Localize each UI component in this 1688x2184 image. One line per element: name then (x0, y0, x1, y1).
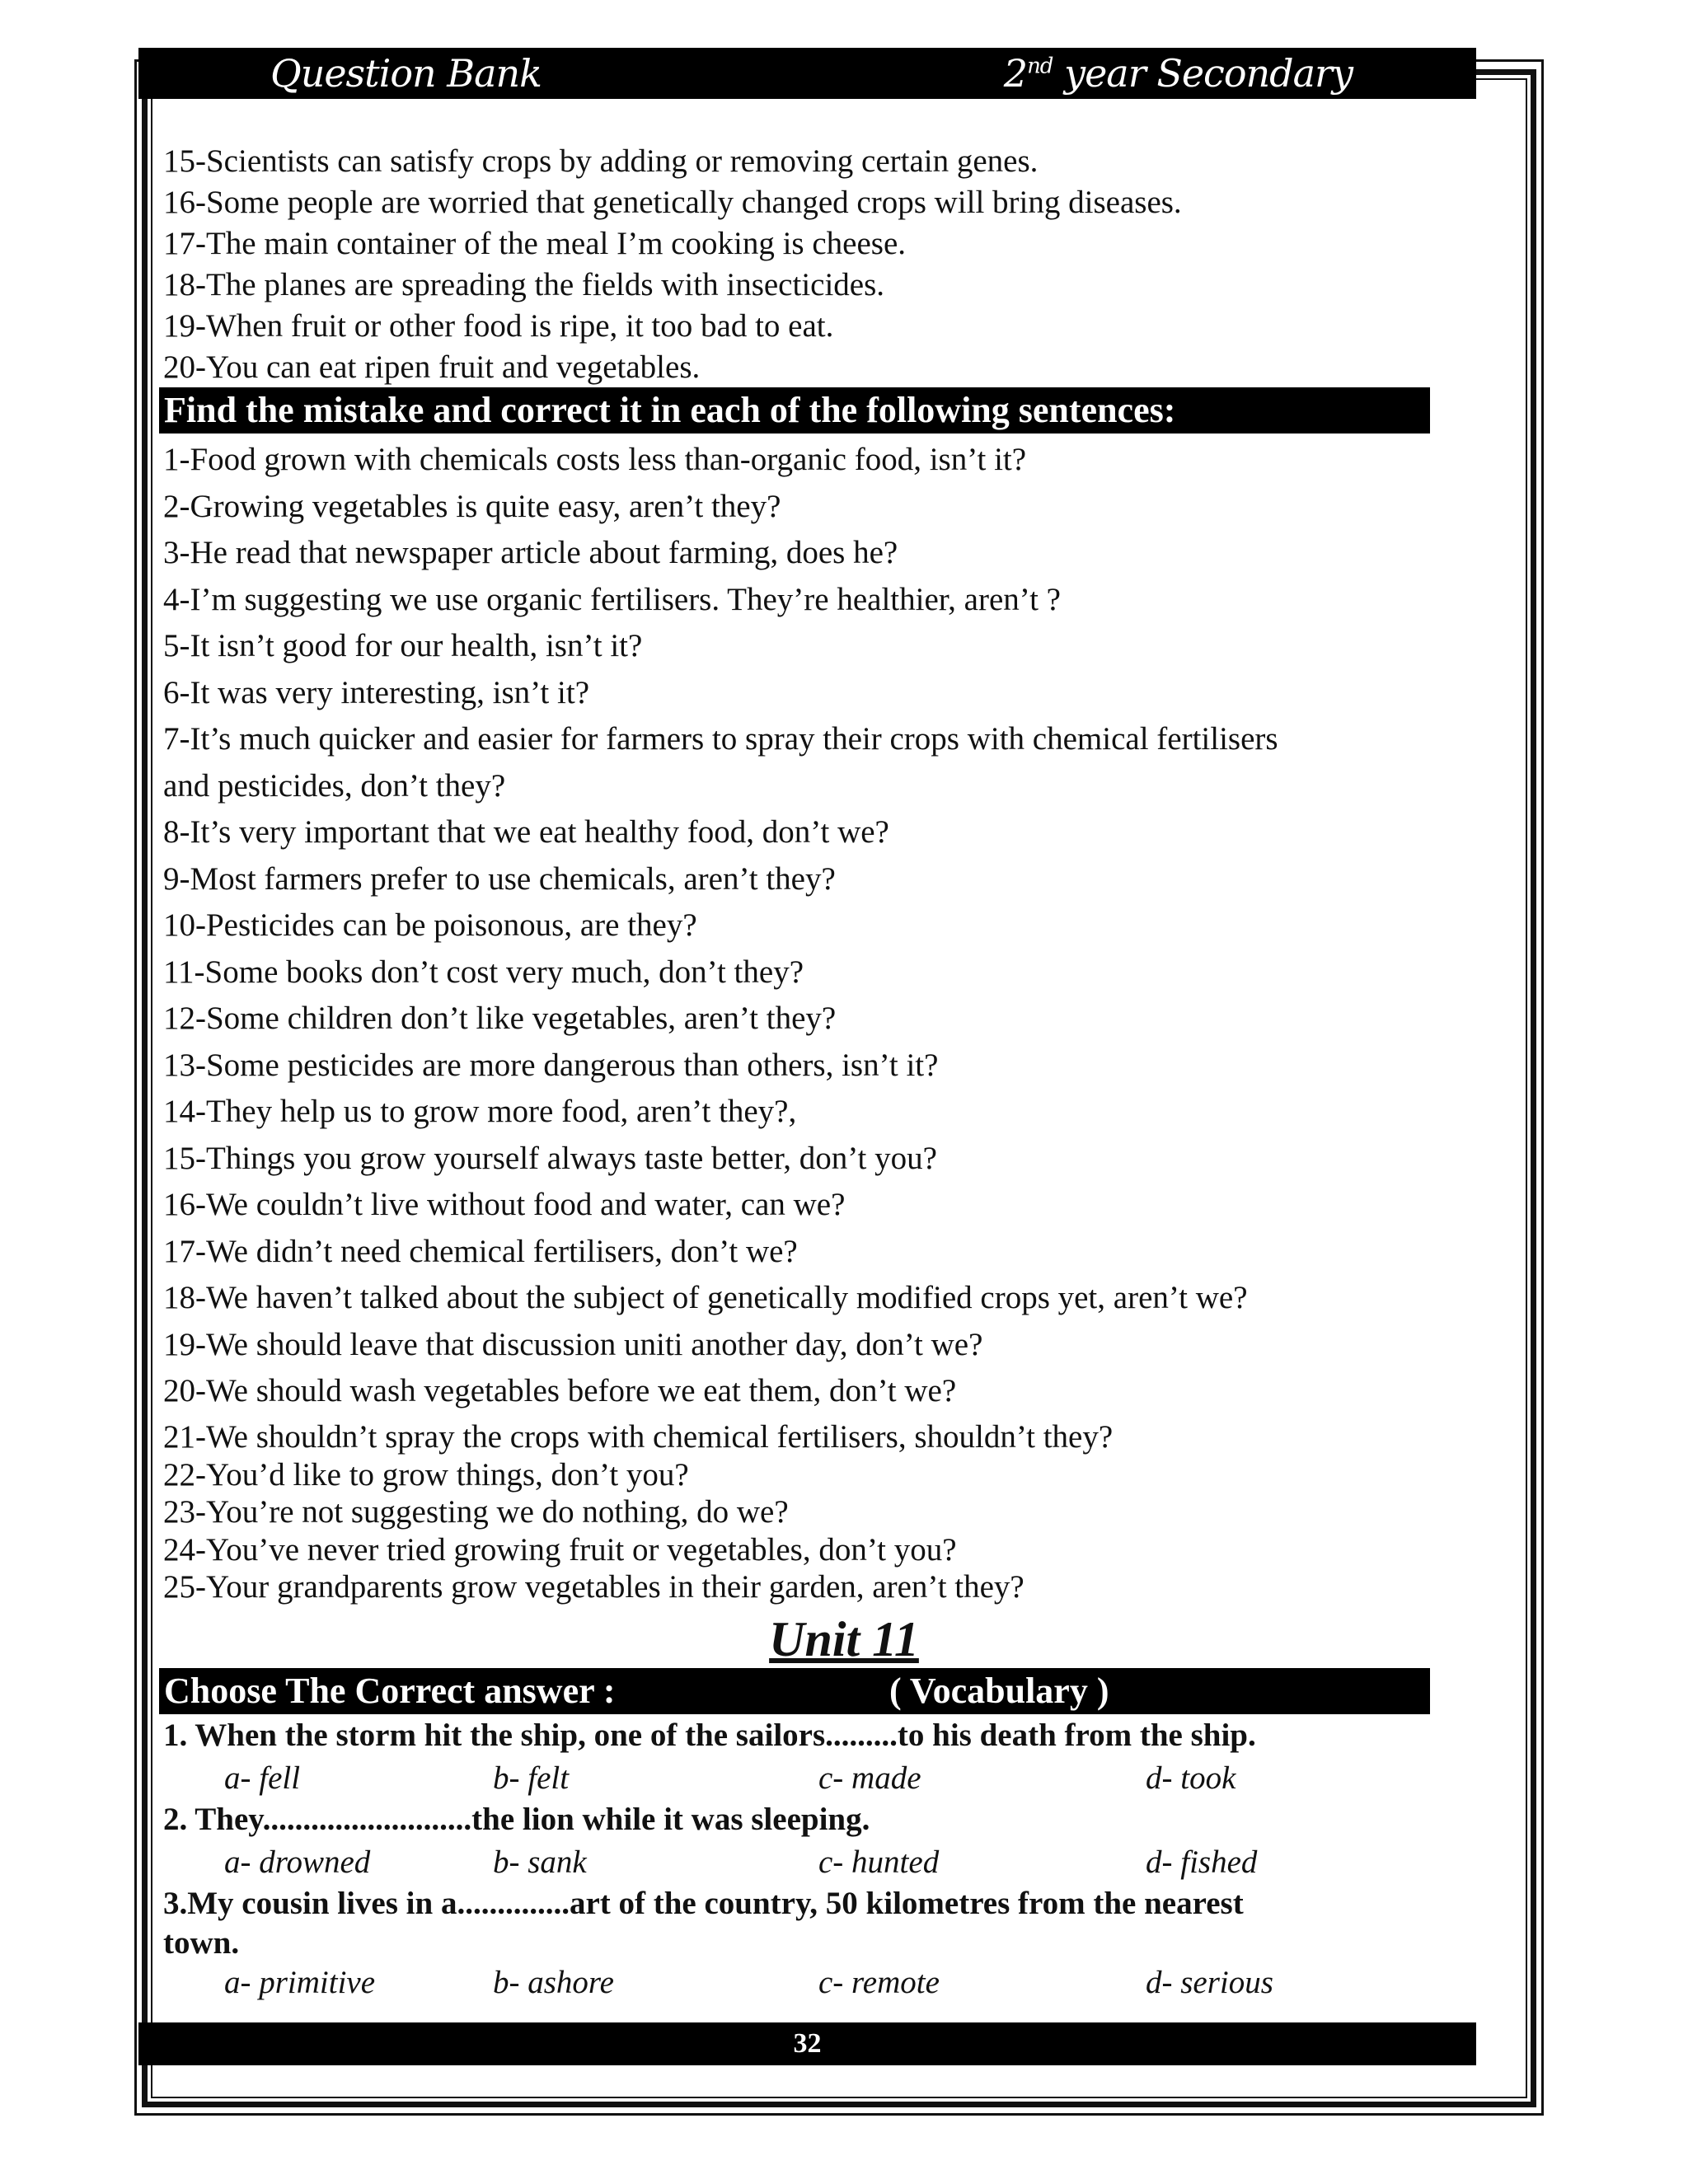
list-item: 18-The planes are spreading the fields with insecticides. (163, 267, 885, 302)
list-item: 9-Most farmers prefer to use chemicals, aren’t they? (163, 861, 836, 897)
list-item: 3-He read that newspaper article about farming, does he? (163, 535, 898, 570)
list-item: 24-You’ve never tried growing fruit or vegetables, don’t you? (163, 1532, 957, 1568)
question-text: 2. They..........................the lion while it was sleeping. (163, 1802, 870, 1837)
option-c: c- remote (818, 1965, 940, 2000)
list-item: 19-When fruit or other food is ripe, it too bad to eat. (163, 308, 834, 344)
question-text: 3.My cousin lives in a..............art of the country, 50 kilometres from the nearest (163, 1886, 1244, 1921)
list-item: 7-It’s much quicker and easier for farmers to spray their crops with chemical fertilisers (163, 721, 1278, 757)
list-item: 20-We should wash vegetables before we eat them, don’t we? (163, 1373, 957, 1408)
list-item: 17-The main container of the meal I’m cooking is cheese. (163, 226, 906, 261)
list-item: 11-Some books don’t cost very much, don’t they? (163, 954, 804, 990)
option-c: c- hunted (818, 1844, 940, 1880)
list-item: 2-Growing vegetables is quite easy, aren’t they? (163, 489, 781, 524)
footer-page-number: 32 (138, 2022, 1476, 2065)
list-item: 16-We couldn’t live without food and water, can we? (163, 1187, 846, 1222)
header-bar (138, 48, 1476, 99)
list-item: 15-Things you grow yourself always taste better, don’t you? (163, 1141, 937, 1176)
option-a: a- primitive (224, 1965, 376, 2000)
list-item: 17-We didn’t need chemical fertilisers, don’t we? (163, 1234, 798, 1269)
header-grade: 2nd year Secondary (1003, 51, 1353, 96)
option-a: a- drowned (224, 1844, 371, 1880)
list-item: 5-It isn’t good for our health, isn’t it? (163, 628, 643, 663)
option-a: a- fell (224, 1760, 301, 1796)
list-item: 19-We should leave that discussion uniti another day, don’t we? (163, 1327, 983, 1362)
list-item: 15-Scientists can satisfy crops by adding or removing certain genes. (163, 143, 1039, 179)
option-b: b- ashore (493, 1965, 614, 2000)
header-title: Question Bank (270, 51, 542, 96)
list-item: 12-Some children don’t like vegetables, aren’t they? (163, 1001, 837, 1036)
list-item: 8-It’s very important that we eat healthy food, don’t we? (163, 814, 889, 850)
list-item: 23-You’re not suggesting we do nothing, do we? (163, 1494, 789, 1530)
option-c: c- made (818, 1760, 921, 1796)
option-d: d- took (1146, 1760, 1236, 1796)
option-b: b- felt (493, 1760, 570, 1796)
section-heading-mistakes: Find the mistake and correct it in each of the following sentences: (159, 387, 1430, 434)
list-item: 20-You can eat ripen fruit and vegetables. (163, 349, 701, 385)
unit-title: Unit 11 (769, 1612, 919, 1666)
list-item: 6-It was very interesting, isn’t it? (163, 675, 589, 710)
section-heading-vocabulary: Choose The Correct answer : ( Vocabulary ) (159, 1668, 1430, 1714)
list-item: 16-Some people are worried that genetically changed crops will bring diseases. (163, 185, 1182, 220)
list-item: 1-Food grown with chemicals costs less than-organic food, isn’t it? (163, 442, 1027, 477)
list-item: and pesticides, don’t they? (163, 768, 506, 804)
list-item: 14-They help us to grow more food, aren’t they?, (163, 1094, 797, 1129)
list-item: 10-Pesticides can be poisonous, are they? (163, 907, 697, 943)
list-item: 18-We haven’t talked about the subject of genetically modified crops yet, aren’t we? (163, 1280, 1248, 1315)
option-d: d- serious (1146, 1965, 1273, 2000)
list-item: 25-Your grandparents grow vegetables in their garden, aren’t they? (163, 1569, 1025, 1605)
list-item: 4-I’m suggesting we use organic fertilisers. They’re healthier, aren’t ? (163, 582, 1061, 617)
option-b: b- sank (493, 1844, 587, 1880)
list-item: 22-You’d like to grow things, don’t you? (163, 1457, 689, 1493)
list-item: 21-We shouldn’t spray the crops with chemical fertilisers, shouldn’t they? (163, 1419, 1114, 1455)
list-item: 13-Some pesticides are more dangerous than others, isn’t it? (163, 1047, 939, 1083)
question-text: 1. When the storm hit the ship, one of the sailors.........to his death from the ship. (163, 1718, 1256, 1753)
question-text: town. (163, 1925, 240, 1961)
option-d: d- fished (1146, 1844, 1258, 1880)
